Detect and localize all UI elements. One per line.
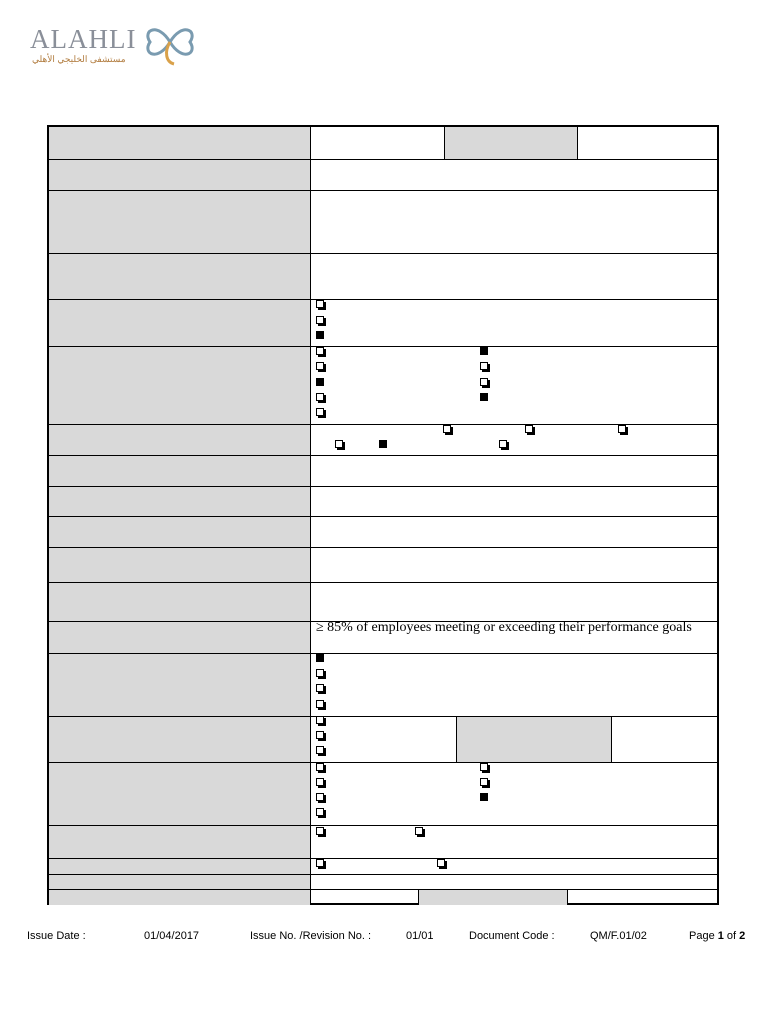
issue-no-value: 01/01 xyxy=(406,930,434,942)
label-cell xyxy=(49,547,310,582)
value-cell xyxy=(310,858,719,874)
label-cell xyxy=(49,653,310,716)
value-cell xyxy=(310,762,719,825)
value-cell xyxy=(310,424,719,455)
checkbox[interactable] xyxy=(316,316,324,324)
checkbox[interactable] xyxy=(480,393,488,401)
issue-no-label: Issue No. /Revision No. : xyxy=(250,930,372,942)
checkbox[interactable] xyxy=(316,362,324,370)
checkbox[interactable] xyxy=(379,440,387,448)
label-cell xyxy=(49,159,310,190)
checkbox[interactable] xyxy=(437,859,445,867)
page-current: 1 xyxy=(717,930,724,942)
value-cell[interactable] xyxy=(310,547,719,582)
label-cell xyxy=(49,455,310,486)
page-prefix: Page xyxy=(689,930,718,942)
label-cell xyxy=(49,762,310,825)
value-cell[interactable] xyxy=(310,159,719,190)
page-indicator xyxy=(689,930,745,942)
checkbox[interactable] xyxy=(618,425,626,433)
value-cell[interactable] xyxy=(577,127,719,159)
checkbox[interactable] xyxy=(316,778,324,786)
checkbox[interactable] xyxy=(316,378,324,386)
value-cell xyxy=(310,825,719,858)
issue-date-label: Issue Date : xyxy=(27,930,86,942)
label-cell xyxy=(49,190,310,253)
label-cell xyxy=(49,621,310,653)
label-cell xyxy=(49,582,310,621)
value-cell xyxy=(310,653,719,716)
page-of: of xyxy=(723,930,740,942)
checkbox[interactable] xyxy=(316,763,324,771)
value-cell xyxy=(310,346,719,424)
label-cell xyxy=(49,874,310,889)
value-cell[interactable] xyxy=(310,190,719,253)
label-cell xyxy=(49,253,310,299)
label-cell xyxy=(456,716,611,762)
checkbox[interactable] xyxy=(499,440,507,448)
label-cell xyxy=(49,858,310,874)
document-code-value: QM/F.01/02 xyxy=(590,930,647,942)
form-table xyxy=(47,125,719,905)
document-code-label: Document Code : xyxy=(469,930,555,942)
label-cell xyxy=(49,127,310,159)
clover-logo-icon xyxy=(140,16,202,68)
checkbox[interactable] xyxy=(316,669,324,677)
checkbox[interactable] xyxy=(316,654,324,662)
checkbox[interactable] xyxy=(316,859,324,867)
checkbox[interactable] xyxy=(316,716,324,724)
checkbox[interactable] xyxy=(480,763,488,771)
label-cell xyxy=(49,299,310,346)
label-cell xyxy=(418,889,567,905)
checkbox[interactable] xyxy=(335,440,343,448)
checkbox[interactable] xyxy=(480,778,488,786)
label-cell xyxy=(49,424,310,455)
checkbox[interactable] xyxy=(525,425,533,433)
checkbox[interactable] xyxy=(316,684,324,692)
value-cell[interactable] xyxy=(310,889,418,905)
checkbox[interactable] xyxy=(316,746,324,754)
logo-wordmark: ALAHLI xyxy=(30,24,137,54)
checkbox[interactable] xyxy=(415,827,423,835)
value-cell[interactable] xyxy=(310,253,719,299)
checkbox[interactable] xyxy=(316,700,324,708)
checkbox[interactable] xyxy=(480,347,488,355)
checkbox[interactable] xyxy=(480,793,488,801)
value-cell[interactable] xyxy=(310,516,719,547)
checkbox[interactable] xyxy=(443,425,451,433)
value-cell[interactable] xyxy=(310,486,719,516)
checkbox[interactable] xyxy=(316,808,324,816)
value-cell[interactable] xyxy=(567,889,719,905)
issue-date-value: 01/04/2017 xyxy=(144,930,200,942)
checkbox[interactable] xyxy=(316,731,324,739)
value-cell[interactable] xyxy=(310,874,719,889)
value-cell xyxy=(310,299,719,346)
checkbox[interactable] xyxy=(316,827,324,835)
label-cell xyxy=(49,516,310,547)
label-cell xyxy=(49,346,310,424)
label-cell xyxy=(49,825,310,858)
checkbox[interactable] xyxy=(316,331,324,339)
value-cell xyxy=(310,716,456,762)
value-cell[interactable] xyxy=(611,716,719,762)
checkbox[interactable] xyxy=(316,408,324,416)
label-cell xyxy=(444,127,577,159)
checkbox[interactable] xyxy=(316,300,324,308)
label-cell xyxy=(49,889,310,905)
label-cell xyxy=(49,486,310,516)
page-total: 2 xyxy=(739,930,746,942)
checkbox[interactable] xyxy=(316,793,324,801)
logo-arabic-text: مستشفى الخليجي الأهلي xyxy=(32,54,126,64)
checkbox[interactable] xyxy=(316,347,324,355)
value-cell[interactable] xyxy=(310,455,719,486)
hospital-logo xyxy=(30,16,205,68)
checkbox[interactable] xyxy=(316,393,324,401)
label-cell xyxy=(49,716,310,762)
checkbox[interactable] xyxy=(480,378,488,386)
value-cell[interactable] xyxy=(310,582,719,621)
performance-metric-text: ≥ 85% of employees meeting or exceeding their performance goals xyxy=(316,620,692,635)
value-cell[interactable] xyxy=(310,127,444,159)
checkbox[interactable] xyxy=(480,362,488,370)
